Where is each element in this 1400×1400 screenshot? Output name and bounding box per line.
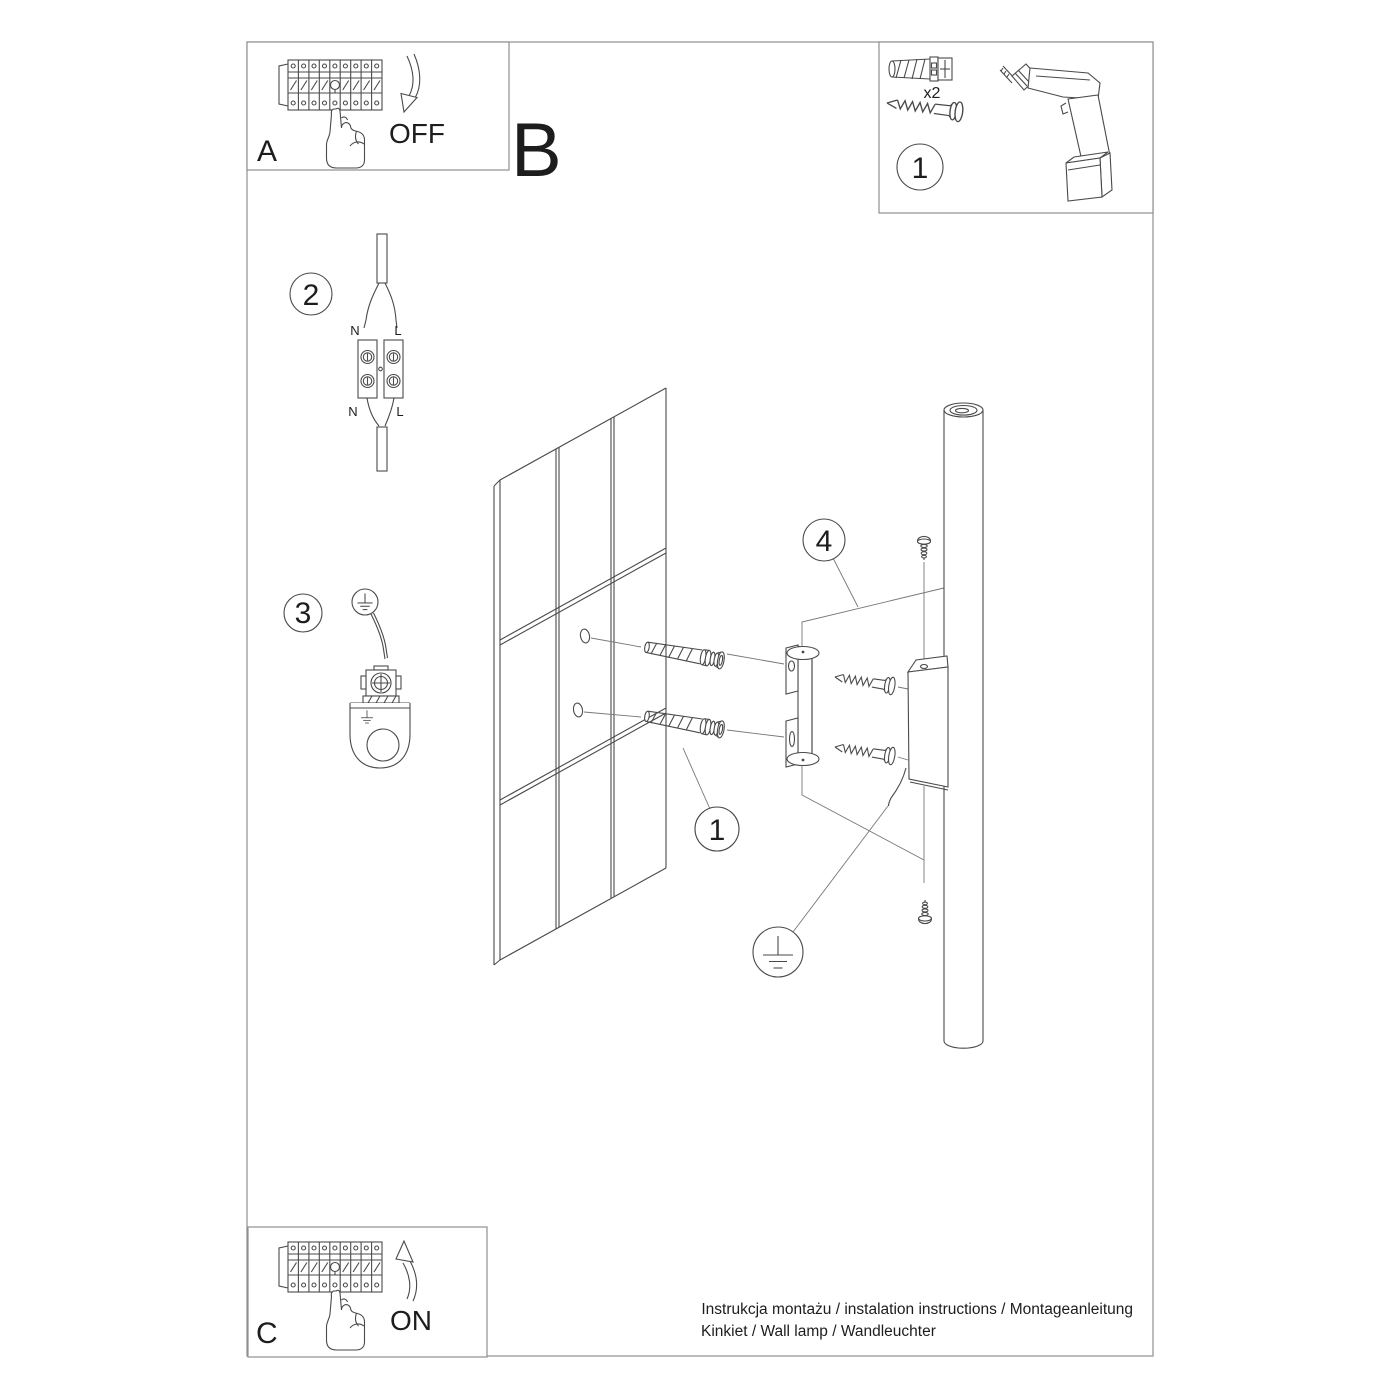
ground-clamp-icon: [361, 666, 401, 703]
canopy-bracket-icon: [350, 703, 410, 768]
quantity-label: x2: [923, 85, 941, 102]
callout-4: 4: [815, 525, 833, 558]
step-a-label: A: [257, 135, 278, 168]
parts-badge: 1: [911, 152, 929, 185]
lamp-tube: [944, 403, 983, 1048]
ground-badge-large: [753, 927, 803, 977]
wire-n-bottom: N: [348, 404, 358, 419]
footer-line2: Kinkiet / Wall lamp / Wandleuchter: [701, 1323, 936, 1340]
callout-1: 1: [708, 814, 726, 847]
footer-line1: Instrukcja montażu / instalation instructions / Montageanleitung: [701, 1301, 1133, 1318]
off-label: OFF: [389, 118, 445, 149]
callout-2: 2: [302, 279, 320, 312]
step-b-label: B: [511, 108, 562, 193]
step-c-label: C: [256, 1317, 278, 1350]
wire-l-bottom: L: [396, 404, 404, 419]
callout-3: 3: [294, 597, 312, 630]
wire-n-top: N: [350, 323, 360, 338]
on-label: ON: [390, 1305, 432, 1336]
wire-l-top: L: [394, 323, 402, 338]
junction-box: [908, 656, 948, 790]
